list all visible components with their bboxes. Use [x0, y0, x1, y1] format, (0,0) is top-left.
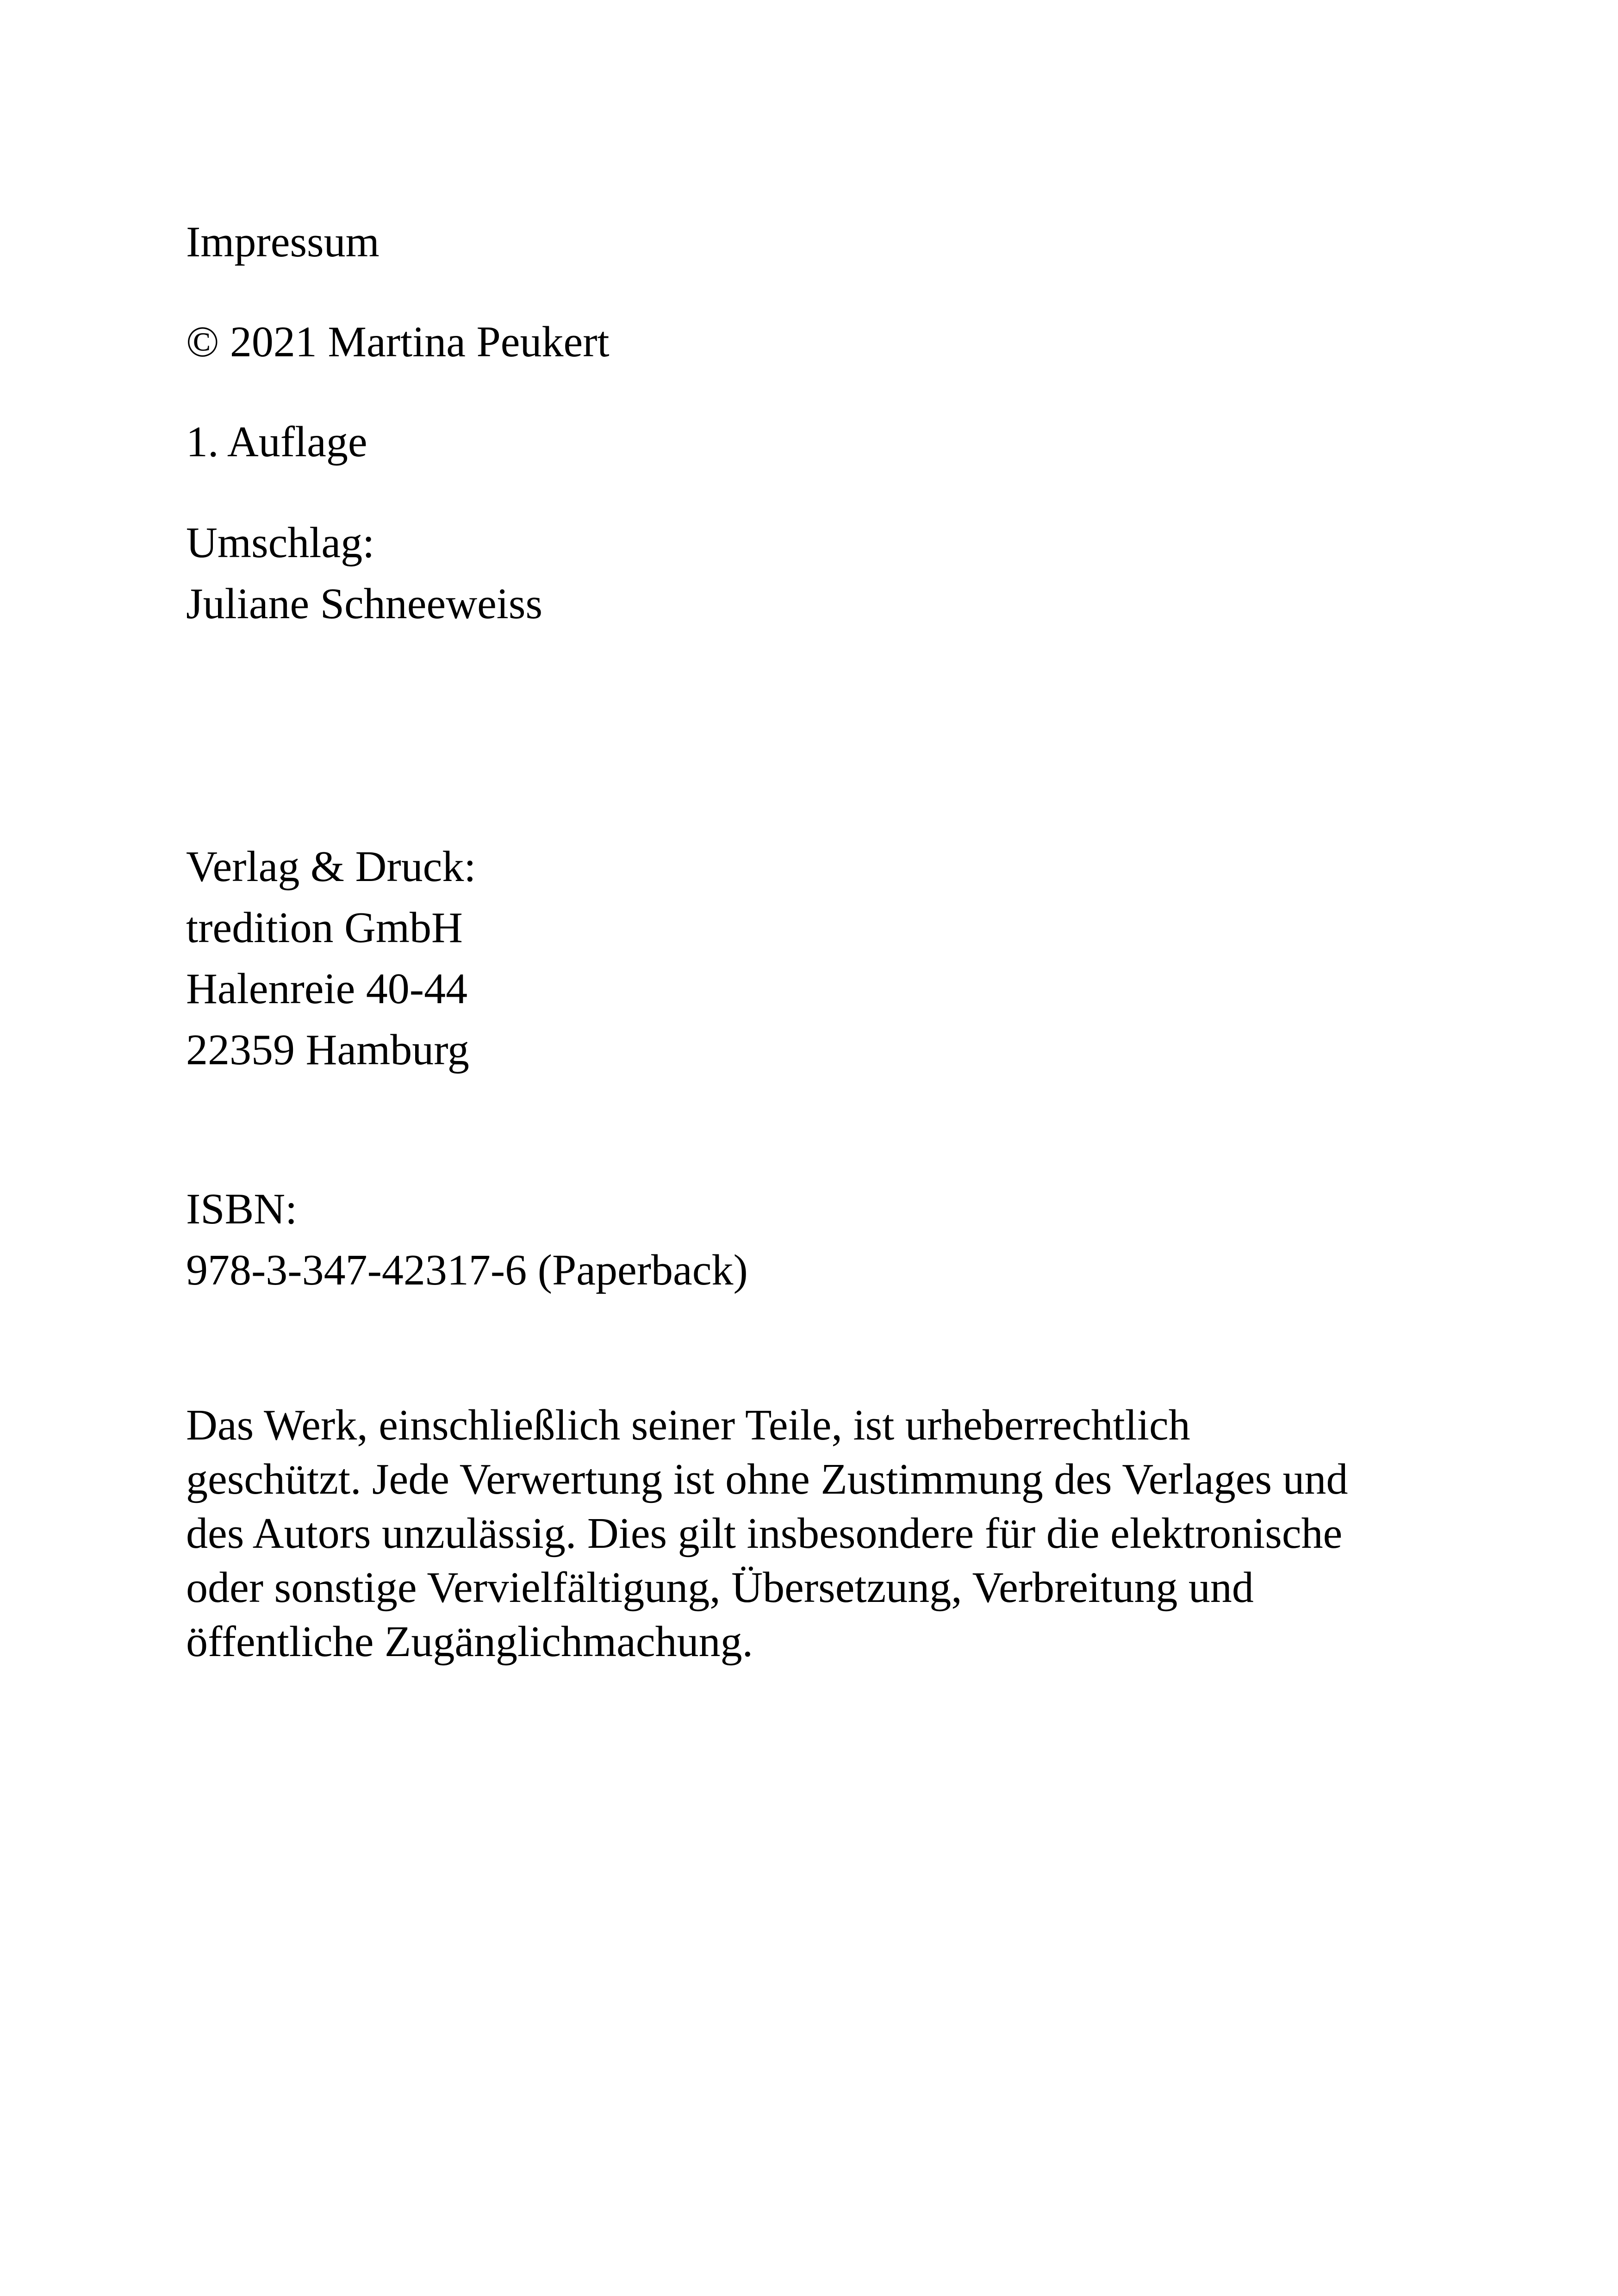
publisher-name: tredition GmbH: [186, 904, 463, 952]
copyright-notice-line: des Autors unzulässig. Dies gilt insbesondere für die elektronische: [186, 1509, 1343, 1558]
copyright-line: © 2021 Martina Peukert: [186, 318, 610, 366]
copyright-notice-line: Das Werk, einschließlich seiner Teile, ist urheberrechtlich: [186, 1401, 1190, 1449]
publisher-city: 22359 Hamburg: [186, 1026, 469, 1074]
isbn-value: 978-3-347-42317-6 (Paperback): [186, 1246, 748, 1294]
cover-label: Umschlag:: [186, 519, 375, 567]
edition-line: 1. Auflage: [186, 418, 367, 466]
copyright-notice-line: öffentliche Zugänglichmachung.: [186, 1618, 753, 1666]
imprint-heading: Impressum: [186, 218, 380, 266]
isbn-label: ISBN:: [186, 1185, 298, 1233]
publisher-label: Verlag & Druck:: [186, 843, 476, 891]
copyright-notice-line: oder sonstige Vervielfältigung, Übersetzung, Verbreitung und: [186, 1564, 1254, 1612]
copyright-notice-paragraph: [186, 1398, 1574, 1669]
cover-designer-name: Juliane Schneeweiss: [186, 580, 543, 628]
copyright-notice-line: geschützt. Jede Verwertung ist ohne Zustimmung des Verlages und: [186, 1455, 1348, 1503]
publisher-street: Halenreie 40-44: [186, 965, 468, 1013]
